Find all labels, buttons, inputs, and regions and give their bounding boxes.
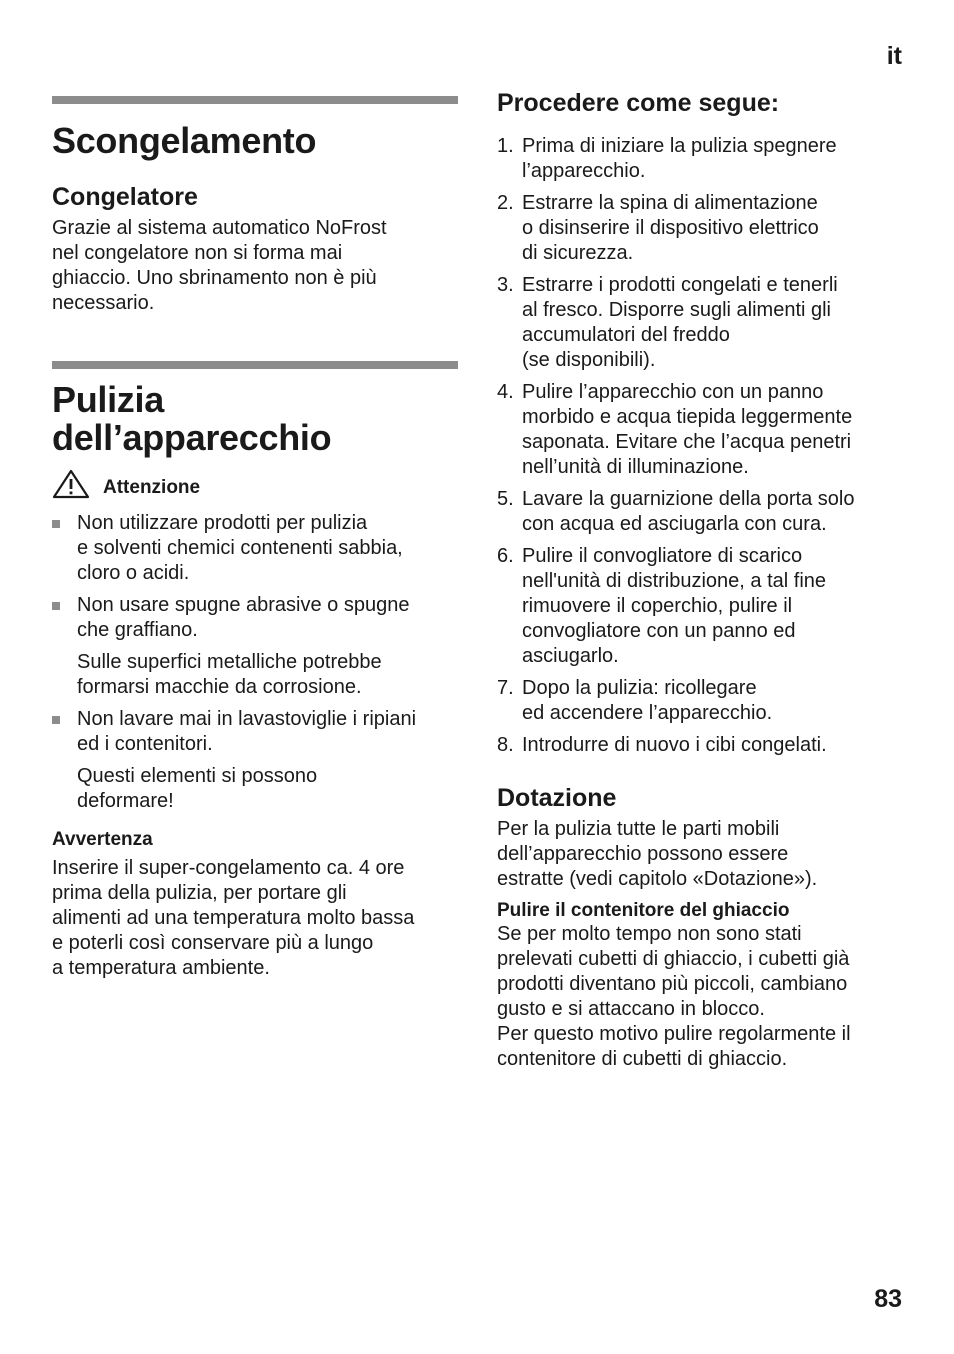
- ice-container-title: Pulire il contenitore del ghiaccio: [497, 900, 790, 921]
- text-line: e poterli così conservare più a lungo: [52, 932, 374, 954]
- warning-label: Attenzione: [103, 477, 201, 498]
- text-line: Non utilizzare prodotti per pulizia: [77, 512, 368, 534]
- text-line: Estrarre la spina di alimentazione: [522, 192, 818, 214]
- text-line: Estrarre i prodotti congelati e tenerli: [522, 274, 838, 296]
- text-line: (se disponibili).: [522, 349, 656, 371]
- warning-list: [52, 707, 458, 757]
- text-line: morbido e acqua tiepida leggermente: [522, 406, 853, 428]
- text-line: ed i contenitori.: [77, 733, 213, 755]
- section-title-cleaning: [52, 381, 458, 457]
- text-line: Grazie al sistema automatico NoFrost: [52, 217, 387, 239]
- step-item: [497, 273, 902, 373]
- equipment-title: Dotazione: [497, 784, 617, 812]
- text-line: a temperatura ambiente.: [52, 957, 270, 979]
- section-title-defrost: Scongelamento: [52, 120, 317, 161]
- freezer-paragraph: [52, 216, 458, 316]
- text-line: prelevati cubetti di ghiaccio, i cubetti già: [497, 948, 850, 970]
- step-item: [497, 487, 902, 537]
- advice-label: Avvertenza: [52, 829, 153, 850]
- text-line: deformare!: [77, 790, 174, 812]
- section-rule: [52, 96, 458, 104]
- warning-triangle-icon: [52, 469, 90, 499]
- step-number: 5.: [497, 488, 514, 510]
- bullet-square-icon: [52, 520, 60, 528]
- text-line: ed accendere l’apparecchio.: [522, 702, 773, 724]
- bullet-square-icon: [52, 602, 60, 610]
- text-line: Inserire il super-congelamento ca. 4 ore: [52, 857, 405, 879]
- step-number: 4.: [497, 381, 514, 403]
- text-line: rimuovere il coperchio, pulire il: [522, 595, 793, 617]
- warning-list: [52, 511, 458, 643]
- equipment-paragraph: [497, 817, 902, 892]
- text-line: prodotti diventano più piccoli, cambiano: [497, 973, 848, 995]
- text-line: Questi elementi si possono: [77, 765, 318, 787]
- text-line: estratte (vedi capitolo «Dotazione»).: [497, 868, 818, 890]
- text-line: convogliatore con un panno ed: [522, 620, 796, 642]
- text-line: Lavare la guarnizione della porta solo: [522, 488, 855, 510]
- text-line: o disinserire il dispositivo elettrico: [522, 217, 819, 239]
- text-line: che graffiano.: [77, 619, 198, 641]
- right-column: [497, 88, 902, 1072]
- step-number: 6.: [497, 545, 514, 567]
- text-line: nel congelatore non si forma mai: [52, 242, 343, 264]
- text-line: Prima di iniziare la pulizia spegnere: [522, 135, 837, 157]
- step-item: [497, 380, 902, 480]
- text-line: nell’unità di illuminazione.: [522, 456, 749, 478]
- step-item: [497, 134, 902, 184]
- procedure-steps: [497, 134, 902, 758]
- step-item: [497, 191, 902, 266]
- text-line: alimenti ad una temperatura molto bassa: [52, 907, 415, 929]
- text-line: Non usare spugne abrasive o spugne: [77, 594, 410, 616]
- text-line: Dopo la pulizia: ricollegare: [522, 677, 757, 699]
- text-line: di sicurezza.: [522, 242, 634, 264]
- step-number: 7.: [497, 677, 514, 699]
- text-line: ghiaccio. Uno sbrinamento non è più: [52, 267, 377, 289]
- text-line: e solventi chemici contenenti sabbia,: [77, 537, 403, 559]
- text-line: al fresco. Disporre sugli alimenti gli: [522, 299, 832, 321]
- left-column: [52, 96, 458, 981]
- text-line: prima della pulizia, per portare gli: [52, 882, 347, 904]
- text-line: saponata. Evitare che l’acqua penetri: [522, 431, 852, 453]
- list-item: [52, 511, 458, 586]
- step-number: 8.: [497, 734, 514, 756]
- language-tag: it: [886, 42, 902, 70]
- text-line: Pulire il convogliatore di scarico: [522, 545, 803, 567]
- text-line: nell'unità di distribuzione, a tal fine: [522, 570, 827, 592]
- list-note: [52, 650, 458, 700]
- text-line: Per questo motivo pulire regolarmente il: [497, 1023, 851, 1045]
- page-number: 83: [874, 1285, 902, 1313]
- step-item: [497, 544, 902, 669]
- step-item: [497, 733, 902, 758]
- list-item: [52, 707, 458, 757]
- text-line: Se per molto tempo non sono stati: [497, 923, 802, 945]
- title-line: Pulizia: [52, 379, 164, 420]
- text-line: necessario.: [52, 292, 155, 314]
- text-line: l’apparecchio.: [522, 160, 646, 182]
- text-line: Per la pulizia tutte le parti mobili: [497, 818, 780, 840]
- procedure-title: Procedere come segue:: [497, 89, 780, 117]
- subsection-title-freezer: Congelatore: [52, 183, 198, 211]
- text-line: Introdurre di nuovo i cibi congelati.: [522, 734, 827, 756]
- text-line: Sulle superfici metalliche potrebbe: [77, 651, 382, 673]
- text-line: contenitore di cubetti di ghiaccio.: [497, 1048, 788, 1070]
- text-line: Pulire l’apparecchio con un panno: [522, 381, 824, 403]
- text-line: con acqua ed asciugarla con cura.: [522, 513, 827, 535]
- text-line: Non lavare mai in lavastoviglie i ripiani: [77, 708, 417, 730]
- list-note: [52, 764, 458, 814]
- warning-header: [52, 469, 458, 499]
- ice-container-paragraph: [497, 922, 902, 1072]
- bullet-square-icon: [52, 716, 60, 724]
- step-number: 2.: [497, 192, 514, 214]
- section-rule: [52, 361, 458, 369]
- text-line: gusto e si attaccano in blocco.: [497, 998, 765, 1020]
- title-line: dell’apparecchio: [52, 417, 332, 458]
- text-line: cloro o acidi.: [77, 562, 190, 584]
- step-item: [497, 676, 902, 726]
- step-number: 3.: [497, 274, 514, 296]
- text-line: dell’apparecchio possono essere: [497, 843, 789, 865]
- list-item: [52, 593, 458, 643]
- text-line: accumulatori del freddo: [522, 324, 730, 346]
- advice-paragraph: [52, 856, 458, 981]
- text-line: formarsi macchie da corrosione.: [77, 676, 362, 698]
- step-number: 1.: [497, 135, 514, 157]
- text-line: asciugarlo.: [522, 645, 619, 667]
